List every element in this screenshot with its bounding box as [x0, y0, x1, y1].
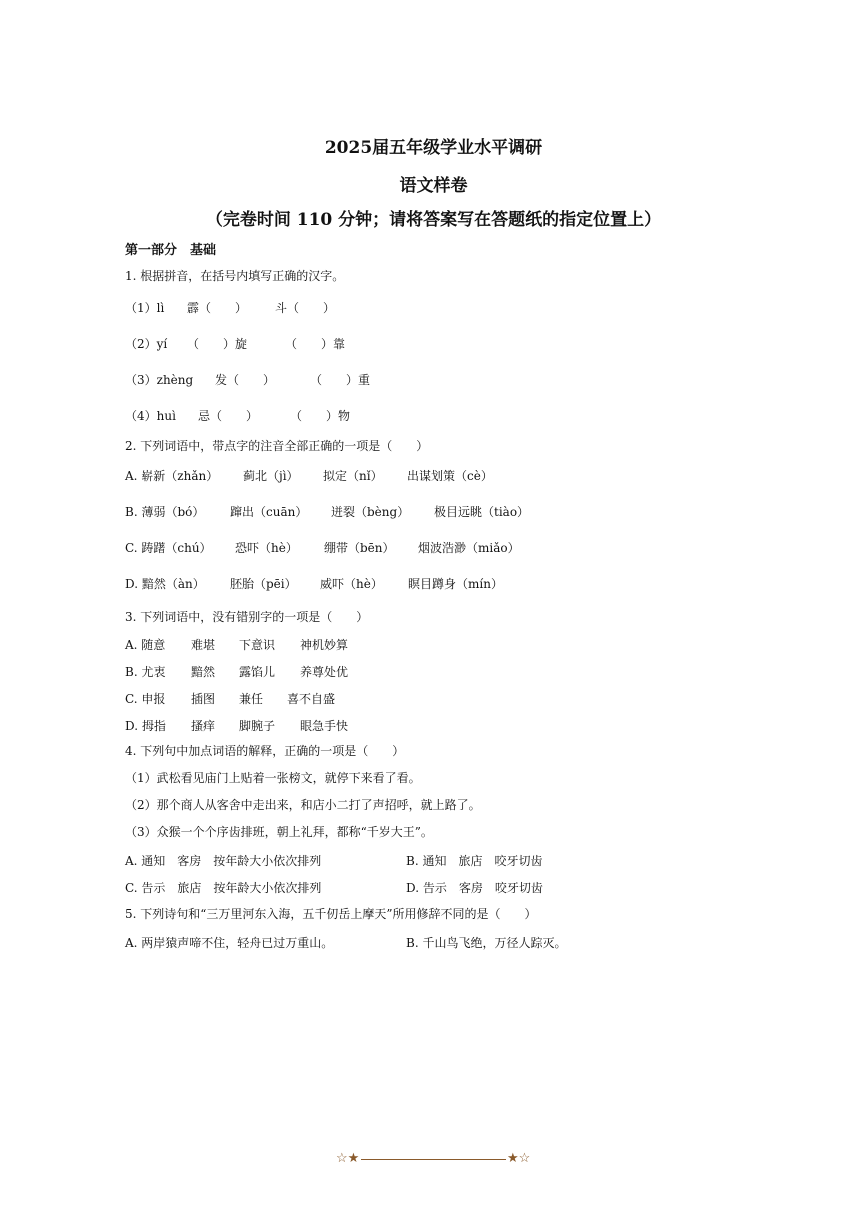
option-word: D. 拇指	[125, 719, 166, 733]
pinyin-label: （3）zhèng	[125, 373, 194, 387]
section-heading: 第一部分 基础	[125, 243, 217, 258]
option-word: 恐吓（hè）	[235, 541, 298, 555]
pinyin-label: （1）lì	[125, 301, 165, 315]
q4-option-c: C. 告示 旅店 按年龄大小依次排列	[125, 881, 322, 895]
exam-note: （完卷时间 110 分钟；请将答案写在答题纸的指定位置上）	[205, 210, 662, 230]
option-word: 胚胎（pēi）	[230, 577, 297, 591]
footer-rule	[361, 1159, 506, 1160]
question-3-stem: 3. 下列词语中，没有错别字的一项是（ ）	[125, 610, 369, 624]
q4-sentence-1: （1）武松看见庙门上贴着一张榜文，就停下来看了看。	[125, 771, 421, 785]
q4-option-d: D. 告示 客房 咬牙切齿	[406, 881, 543, 895]
option-word: A. 崭新（zhǎn）	[125, 469, 219, 483]
option-word: 兼任	[239, 692, 264, 706]
option-word: 迸裂（bèng）	[331, 505, 410, 519]
q4-sentence-2: （2）那个商人从客舍中走出来，和店小二打了声招呼，就上路了。	[125, 798, 481, 812]
option-word: 脚腕子	[239, 719, 276, 733]
pinyin-label: （4）huì	[125, 409, 176, 423]
q4-sentence-3: （3）众猴一个个序齿排班，朝上礼拜，都称“千岁大王”。	[125, 825, 433, 839]
q4-option-b: B. 通知 旅店 咬牙切齿	[406, 854, 543, 868]
option-word: 养尊处优	[300, 665, 349, 679]
option-word: C. 申报	[125, 692, 166, 706]
option-word: B. 尤衷	[125, 665, 166, 679]
question-1-stem: 1. 根据拼音，在括号内填写正确的汉字。	[125, 269, 345, 283]
q5-option-b: B. 千山鸟飞绝，万径人踪灭。	[406, 936, 567, 950]
exam-title: 2025届五年级学业水平调研	[324, 138, 543, 158]
question-5-stem: 5. 下列诗句和“三万里河东入海，五千仞岳上摩天”所用修辞不同的是（ ）	[125, 907, 537, 921]
option-word: 下意识	[239, 638, 276, 652]
option-word: 眼急手快	[300, 719, 349, 733]
option-word: 搔痒	[191, 719, 216, 733]
exam-subtitle: 语文样卷	[399, 176, 468, 196]
option-word: 出谋划策（cè）	[407, 469, 493, 483]
blank-item: （ ）物	[290, 409, 351, 423]
q5-option-a: A. 两岸猿声啼不住，轻舟已过万重山。	[125, 936, 334, 950]
star-icon: ★☆	[507, 1151, 531, 1166]
option-word: A. 随意	[125, 638, 166, 652]
blank-item: 忌（ ）	[198, 409, 259, 423]
option-word: 瞑目蹲身（mín）	[408, 577, 503, 591]
star-icon: ☆★	[336, 1151, 360, 1166]
question-4-stem: 4. 下列句中加点词语的解释，正确的一项是（ ）	[125, 744, 405, 758]
option-word: 威吓（hè）	[320, 577, 383, 591]
option-word: 插图	[191, 692, 216, 706]
blank-item: 斗（ ）	[275, 301, 336, 315]
option-word: 蹿出（cuān）	[230, 505, 308, 519]
option-word: 难堪	[191, 638, 216, 652]
option-word: 烟波浩渺（miǎo）	[418, 541, 520, 555]
option-word: 黯然	[191, 665, 216, 679]
option-word: B. 薄弱（bó）	[125, 505, 205, 519]
question-2-stem: 2. 下列词语中，带点字的注音全部正确的一项是（ ）	[125, 439, 429, 453]
blank-item: 发（ ）	[215, 373, 276, 387]
option-word: 绷带（bēn）	[324, 541, 395, 555]
option-word: 露馅儿	[239, 665, 276, 679]
blank-item: （ ）重	[310, 373, 371, 387]
option-word: C. 踌躇（chú）	[125, 541, 212, 555]
blank-item: （ ）靠	[285, 337, 346, 351]
option-word: 拟定（nǐ）	[323, 469, 383, 483]
blank-item: 霹（ ）	[187, 301, 248, 315]
q4-option-a: A. 通知 客房 按年龄大小依次排列	[125, 854, 322, 868]
option-word: 蓟北（jì）	[243, 469, 299, 483]
option-word: 极目远眺（tiào）	[434, 505, 530, 519]
option-word: 喜不自盛	[287, 692, 336, 706]
option-word: 神机妙算	[300, 638, 349, 652]
pinyin-label: （2）yí	[125, 337, 168, 351]
option-word: D. 黯然（àn）	[125, 577, 205, 591]
blank-item: （ ）旋	[187, 337, 248, 351]
page-footer-ornament	[0, 1150, 867, 1170]
